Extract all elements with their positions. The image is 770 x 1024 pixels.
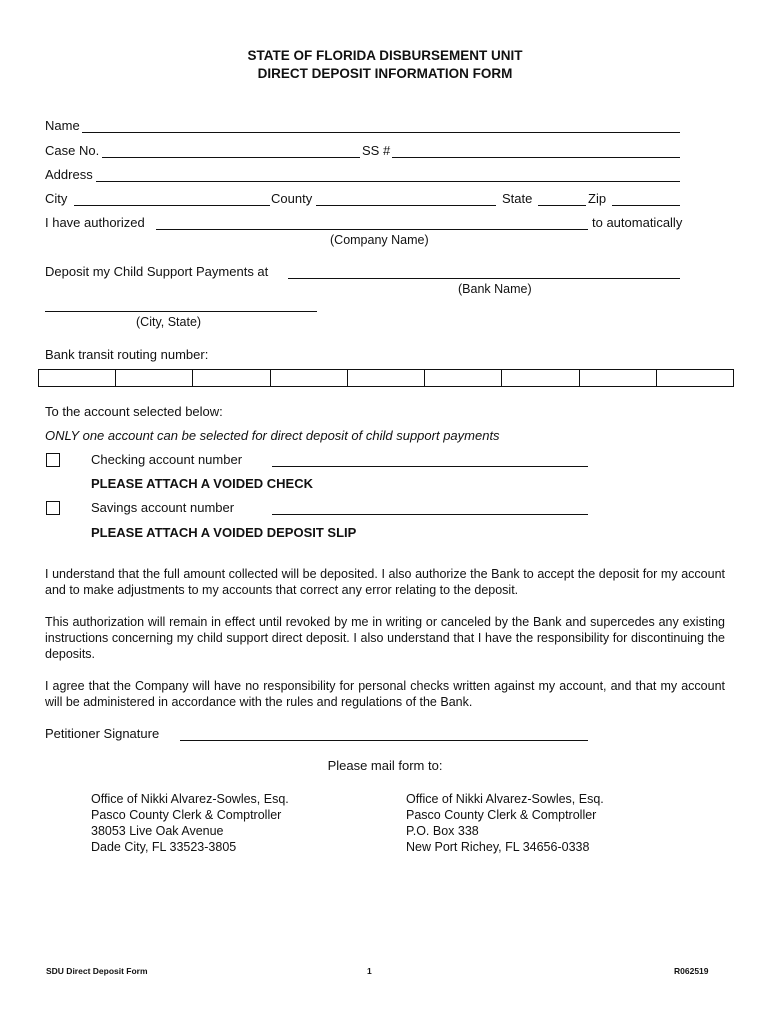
county-field[interactable] (316, 205, 496, 206)
state-label: State (502, 191, 533, 206)
paragraph-responsibility: I agree that the Company will have no responsibility for personal checks written against my account, and that my account will be administered in accordance with the rules and regulations of the Bank. (45, 679, 725, 709)
checking-checkbox[interactable] (46, 453, 60, 467)
ss-field[interactable] (392, 157, 680, 158)
checking-account-field[interactable] (272, 466, 588, 467)
paragraph-authorization: I understand that the full amount collected will be deposited. I also authorize the Bank to accept the deposit for my account and to make adjustments to my accounts that correct any error relating to the deposit. (45, 567, 725, 597)
only-one-account-note: ONLY one account can be selected for direct deposit of child support payments (45, 428, 500, 443)
checking-label: Checking account number (91, 452, 243, 467)
address-line: 38053 Live Oak Avenue (91, 824, 224, 838)
account-intro: To the account selected below: (45, 404, 223, 419)
zip-field[interactable] (612, 205, 680, 206)
address-label: Address (45, 167, 93, 182)
routing-digit-cell[interactable] (657, 370, 733, 386)
form-title-line2: DIRECT DEPOSIT INFORMATION FORM (257, 66, 513, 81)
mail-address-new-port-richey (406, 791, 604, 855)
mail-heading: Please mail form to: (327, 758, 443, 773)
company-name-field[interactable] (156, 229, 588, 230)
checking-note: PLEASE ATTACH A VOIDED CHECK (91, 476, 313, 491)
footer-form-name: SDU Direct Deposit Form (46, 966, 148, 976)
city-label: City (45, 191, 68, 206)
authorized-label: I have authorized (45, 215, 145, 230)
routing-digit-cell[interactable] (193, 370, 270, 386)
signature-label: Petitioner Signature (45, 726, 160, 741)
routing-digit-cell[interactable] (39, 370, 116, 386)
routing-digit-cell[interactable] (271, 370, 348, 386)
county-label: County (271, 191, 313, 206)
footer-revision: R062519 (674, 966, 709, 976)
bank-city-state-field[interactable] (45, 311, 317, 312)
address-line: P.O. Box 338 (406, 824, 479, 838)
city-field[interactable] (74, 205, 270, 206)
ss-label: SS # (362, 143, 391, 158)
savings-note: PLEASE ATTACH A VOIDED DEPOSIT SLIP (91, 525, 357, 540)
routing-digit-cell[interactable] (116, 370, 193, 386)
footer-page-number: 1 (367, 966, 372, 976)
bank-name-caption: (Bank Name) (458, 282, 532, 296)
paragraph-revocation: This authorization will remain in effect until revoked by me in writing or canceled by the Bank and supercedes any existing instructions concerning my child support direct deposit. I also understand that I have the responsibility for discontinuing the deposits. (45, 615, 725, 661)
routing-digit-cell[interactable] (502, 370, 579, 386)
routing-digit-cell[interactable] (580, 370, 657, 386)
address-field[interactable] (96, 181, 680, 182)
savings-label: Savings account number (91, 500, 235, 515)
routing-digit-cell[interactable] (348, 370, 425, 386)
routing-digit-cell[interactable] (425, 370, 502, 386)
case-no-field[interactable] (102, 157, 360, 158)
form-title-line1: STATE OF FLORIDA DISBURSEMENT UNIT (247, 48, 523, 63)
address-line: Pasco County Clerk & Comptroller (406, 808, 597, 822)
address-line: Dade City, FL 33523-3805 (91, 840, 237, 854)
to-automatically-label: to automatically (592, 215, 683, 230)
routing-number-grid (38, 369, 734, 387)
signature-field[interactable] (180, 740, 588, 741)
savings-account-field[interactable] (272, 514, 588, 515)
savings-checkbox[interactable] (46, 501, 60, 515)
name-field[interactable] (82, 132, 680, 133)
address-line: Office of Nikki Alvarez-Sowles, Esq. (406, 792, 604, 806)
state-field[interactable] (538, 205, 586, 206)
routing-label: Bank transit routing number: (45, 347, 209, 362)
case-no-label: Case No. (45, 143, 100, 158)
mail-address-dade-city (91, 791, 289, 855)
zip-label: Zip (588, 191, 607, 206)
address-line: Pasco County Clerk & Comptroller (91, 808, 282, 822)
address-line: Office of Nikki Alvarez-Sowles, Esq. (91, 792, 289, 806)
name-label: Name (45, 118, 80, 133)
company-name-caption: (Company Name) (330, 233, 429, 247)
city-state-caption: (City, State) (136, 315, 202, 329)
bank-name-field[interactable] (288, 278, 680, 279)
address-line: New Port Richey, FL 34656-0338 (406, 840, 590, 854)
deposit-label: Deposit my Child Support Payments at (45, 264, 269, 279)
